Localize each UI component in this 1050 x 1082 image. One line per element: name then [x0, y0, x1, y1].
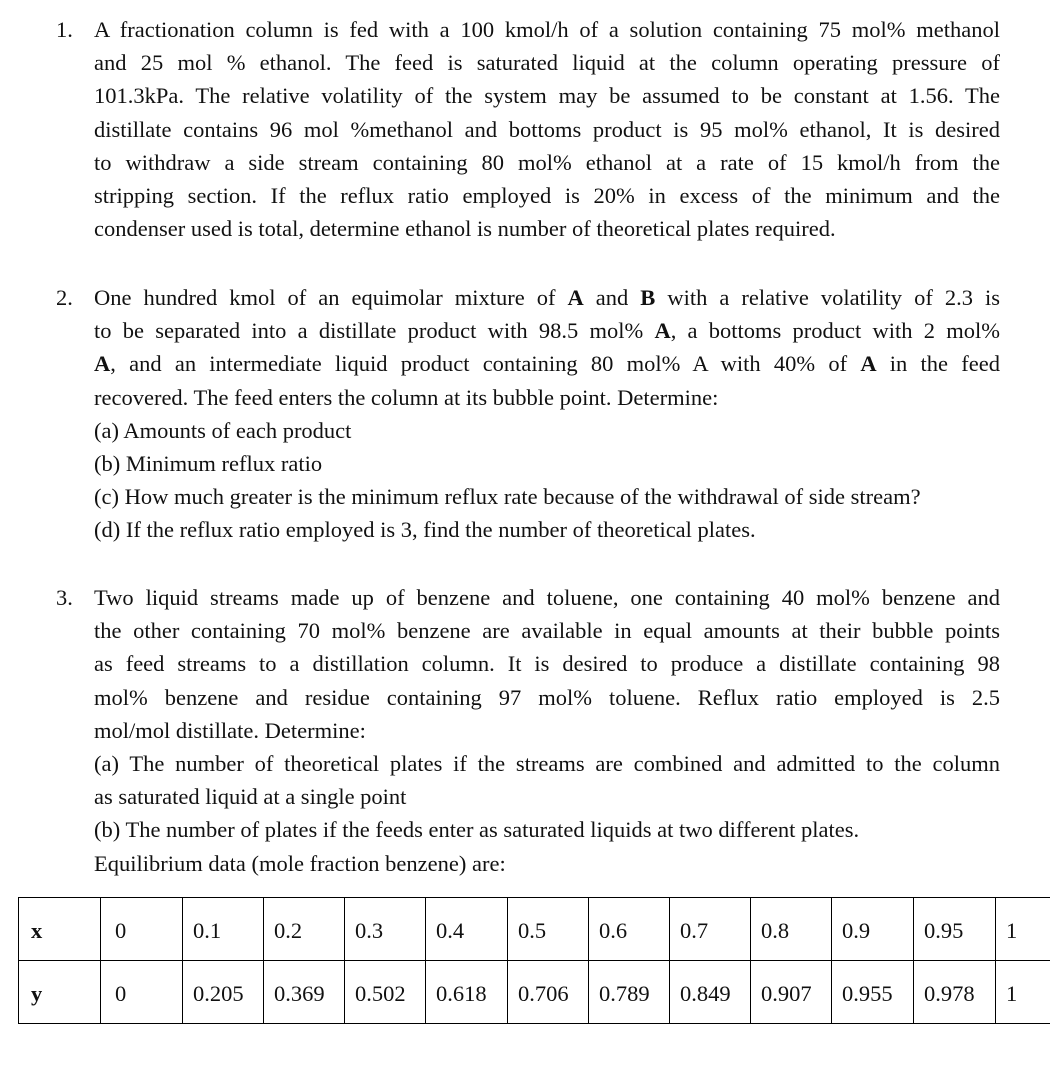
- table-cell: 1: [996, 961, 1050, 1024]
- table-cell: 0.5: [508, 898, 589, 961]
- problem-2-part: (d) If the reflux ratio employed is 3, find the number of theoretical plates.: [94, 517, 756, 543]
- problem-2-line: [94, 281, 1000, 314]
- table-cell: 0.6: [589, 898, 670, 961]
- table-cell: 0.849: [670, 961, 751, 1024]
- equilibrium-table: [18, 897, 1050, 1024]
- table-cell: 0.95: [914, 898, 996, 961]
- table-cell: 0.205: [183, 961, 264, 1024]
- problem-3-part: (b) The number of plates if the feeds enter as saturated liquids at two different plates.: [94, 817, 860, 843]
- problem-3-line: mol% benzene and residue containing 97 mol% toluene. Reflux ratio employed is 2.5: [94, 684, 1000, 710]
- table-cell: 0.2: [264, 898, 345, 961]
- problem-1-line: condenser used is total, determine ethanol is number of theoretical plates required.: [94, 216, 836, 242]
- problem-3-line: Two liquid streams made up of benzene and toluene, one containing 40 mol% benzene and: [94, 585, 1000, 610]
- table-row-y: [19, 961, 1050, 1024]
- text-run: One hundred kmol of an equimolar mixture of: [94, 285, 568, 310]
- text-run: , and an intermediate liquid product containing 80 mol% A with 40% of: [110, 351, 861, 377]
- row-label-y: y: [19, 961, 101, 1024]
- problem-1-line: A fractionation column is fed with a 100 kmol/h of a solution containing 75 mol% methanol: [94, 17, 1000, 42]
- table-cell: 0.8: [751, 898, 832, 961]
- bold-component-a: A: [567, 285, 584, 310]
- row-label-x: x: [19, 898, 101, 961]
- problem-1-line: 101.3kPa. The relative volatility of the system may be assumed to be constant at 1.56. The: [94, 83, 1000, 109]
- table-cell: 0.789: [589, 961, 670, 1024]
- problem-number: 3.: [56, 585, 73, 610]
- table-cell: 0: [101, 961, 183, 1024]
- problem-3-part: (a) The number of theoretical plates if the streams are combined and admitted to the column: [94, 751, 1000, 776]
- table-cell: 0.955: [832, 961, 914, 1024]
- table-cell: 0: [101, 898, 183, 961]
- bold-component-a: A: [94, 351, 111, 377]
- problem-2-line: recovered. The feed enters the column at its bubble point. Determine:: [94, 384, 719, 410]
- text-run: with a relative volatility of 2.3 is: [655, 285, 1000, 310]
- problem-3-part: Equilibrium data (mole fraction benzene) are:: [94, 850, 506, 876]
- table-cell: 1: [996, 898, 1050, 961]
- table-cell: 0.907: [751, 961, 832, 1024]
- problem-number: 1.: [56, 17, 73, 42]
- text-run: and: [583, 285, 641, 310]
- table-cell: 0.369: [264, 961, 345, 1024]
- table-cell: 0.978: [914, 961, 996, 1024]
- problem-3-line: the other containing 70 mol% benzene are available in equal amounts at their bubble points: [94, 618, 1000, 644]
- problem-3-line: as feed streams to a distillation column. It is desired to produce a distillate containing 98: [94, 651, 1000, 677]
- table-cell: 0.4: [426, 898, 508, 961]
- table-cell: 0.618: [426, 961, 508, 1024]
- text-run: to be separated into a distillate product with 98.5 mol%: [94, 318, 655, 344]
- problem-number: 2.: [56, 285, 73, 310]
- bold-component-a: A: [860, 351, 877, 377]
- problem-3-part: as saturated liquid at a single point: [94, 784, 407, 810]
- problem-3-line: mol/mol distillate. Determine:: [94, 717, 366, 743]
- problem-1-line: to withdraw a side stream containing 80 mol% ethanol at a rate of 15 kmol/h from the: [94, 149, 1000, 175]
- text-run: , a bottoms product with 2 mol%: [670, 318, 1000, 344]
- table-cell: 0.9: [832, 898, 914, 961]
- table-cell: 0.706: [508, 961, 589, 1024]
- problem-2-part: (b) Minimum reflux ratio: [94, 451, 323, 476]
- problem-1-line: distillate contains 96 mol %methanol and bottoms product is 95 mol% ethanol, It is desired: [94, 116, 1000, 142]
- bold-component-a: A: [654, 318, 671, 344]
- table-cell: 0.502: [345, 961, 426, 1024]
- table-cell: 0.1: [183, 898, 264, 961]
- problem-1-line: and 25 mol % ethanol. The feed is saturated liquid at the column operating pressure of: [94, 50, 1000, 76]
- problem-2-part: (a) Amounts of each product: [94, 417, 352, 443]
- table-cell: 0.3: [345, 898, 426, 961]
- table-cell: 0.7: [670, 898, 751, 961]
- bold-component-b: B: [640, 285, 656, 310]
- problem-1-line: stripping section. If the reflux ratio employed is 20% in excess of the minimum and the: [94, 183, 1000, 208]
- text-run: in the feed: [876, 351, 1000, 377]
- problem-2-line: [94, 314, 1000, 347]
- problem-2-line: [94, 347, 1000, 380]
- problem-2-part: (c) How much greater is the minimum reflux rate because of the withdrawal of side stream?: [94, 484, 921, 510]
- table-row-x: [19, 898, 1050, 961]
